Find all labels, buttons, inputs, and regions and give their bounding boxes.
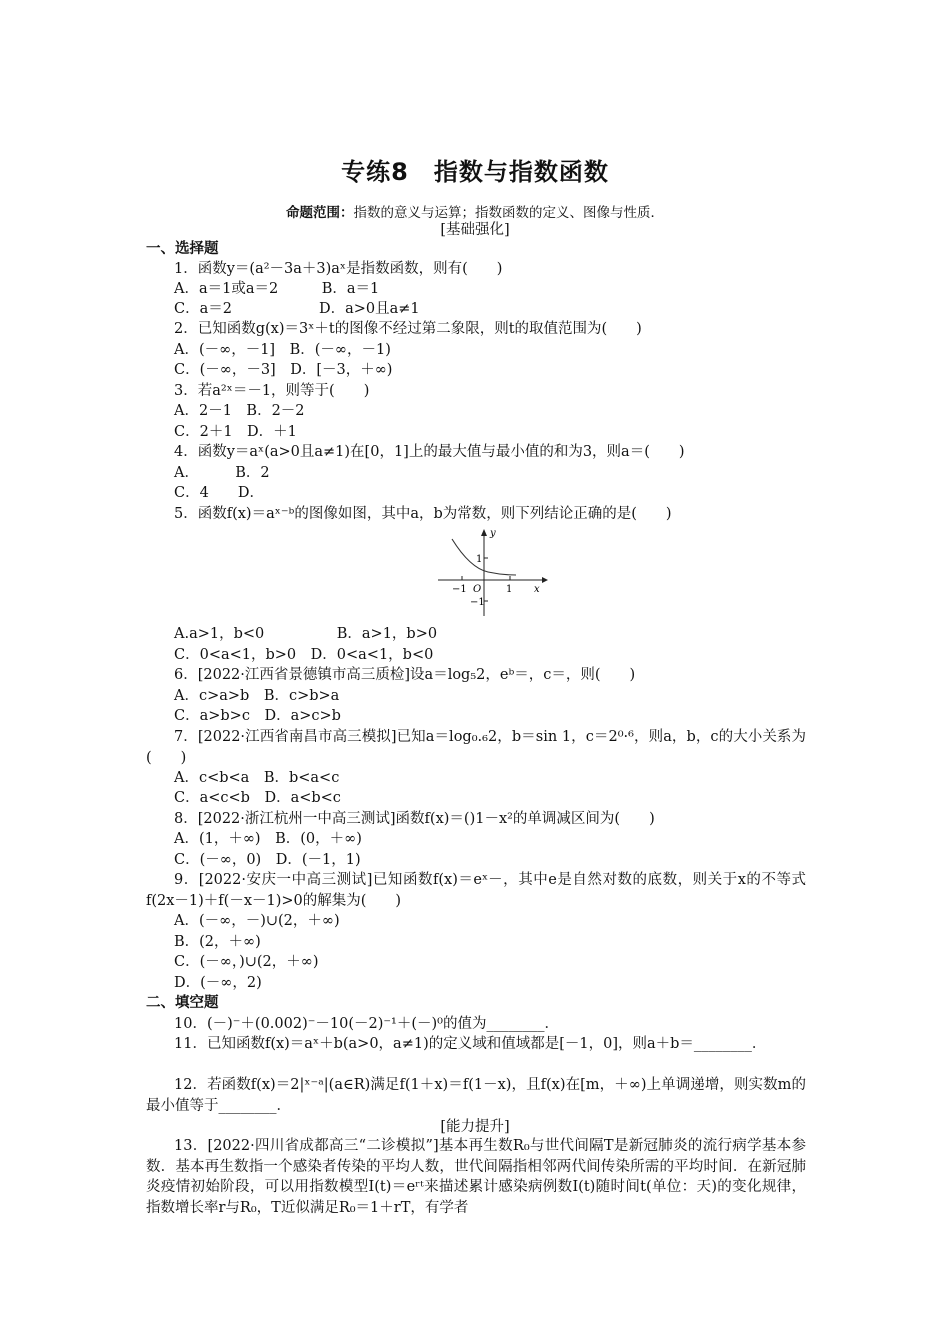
q1-cd: C．a＝2 D．a>0且a≠1 <box>174 301 420 317</box>
q8: 8．[2022·浙江杭州一中高三测试]函数f(x)＝()1－x²的单调减区间为( ) <box>174 811 655 827</box>
function-graph <box>430 524 550 620</box>
q7: 7．[2022·江西省南昌市高三模拟]已知a＝log₀.₆2，b＝sin 1，c＝2⁰·⁶，则a，b，c的大小关系为( ) <box>146 729 806 766</box>
q9-b: B．(2，＋∞) <box>174 934 261 950</box>
q9: 9．[2022·安庆一中高三测试]已知函数f(x)＝eˣ－，其中e是自然对数的底数，则关于x的不等式f(2x－1)＋f(－x－1)>0的解集为( ) <box>146 872 806 909</box>
x-axis-arrow <box>542 577 548 583</box>
q8-cd: C．(－∞，0) D．(－1，1) <box>174 852 361 868</box>
q1: 1．函数y＝(a²－3a＋3)aˣ是指数函数，则有( ) <box>174 261 503 277</box>
page-title: 专练8 指数与指数函数 <box>341 158 609 186</box>
q5-ab: A.a>1，b<0 B．a>1，b>0 <box>174 626 438 642</box>
q11: 11．已知函数f(x)＝aˣ＋b(a>0，a≠1)的定义域和值域都是[－1，0]，则a＋b＝________． <box>174 1036 767 1052</box>
q3: 3．若a²ˣ＝－1，则等于( ) <box>174 383 370 399</box>
label-yneg1: −1 <box>470 597 485 608</box>
label-x1: 1 <box>506 584 513 595</box>
q4: 4．函数y＝aˣ(a>0且a≠1)在[0，1]上的最大值与最小值的和为3，则a＝( ) <box>174 444 685 460</box>
label-xneg1: −1 <box>452 584 467 595</box>
q3-cd: C．2＋1 D．＋1 <box>174 424 297 440</box>
q5: 5．函数f(x)＝aˣ⁻ᵇ的图像如图，其中a，b为常数，则下列结论正确的是( ) <box>174 506 672 522</box>
q2-ab: A．(－∞，－1] B．(－∞，－1) <box>174 342 391 358</box>
scope-text: 指数的意义与运算；指数函数的定义、图像与性质． <box>353 205 664 221</box>
q2-cd: C．(－∞，－3] D．[－3，＋∞) <box>174 362 393 378</box>
q8-ab: A．(1，＋∞) B．(0，＋∞) <box>174 831 362 847</box>
label-y: y <box>490 528 496 539</box>
q12: 12．若函数f(x)＝2|ˣ⁻ᵃ|(a∈R)满足f(1＋x)＝f(1－x)，且f(x)在[m，＋∞)上单调递增，则实数m的最小值等于________． <box>146 1077 806 1114</box>
q13: 13．[2022·四川省成都高三“二诊模拟”]基本再生数R₀与世代间隔T是新冠肺炎的流行病学基本参数．基本再生数指一个感染者传染的平均人数，世代间隔指相邻两代间传染所需的平均时间．在新冠肺炎疫情初始阶段，可以用指数模型I(t)＝eʳᵗ来描述累计感染病例数I(t)随时间t(单位：天)的变化规律，指数增长率r与R₀，T近似满足R₀＝1＋rT，有学者 <box>146 1138 806 1216</box>
label-x: x <box>534 584 540 595</box>
q7-cd: C．a<c<b D．a<b<c <box>174 790 341 806</box>
section-basic: [基础强化] <box>440 222 510 238</box>
q5-cd: C．0<a<1，b>0 D．0<a<1，b<0 <box>174 647 434 663</box>
q6-cd: C．a>b>c D．a>c>b <box>174 708 341 724</box>
q4-cd: C．4 D． <box>174 485 264 501</box>
label-y1: 1 <box>476 554 483 565</box>
q9-d: D．(－∞，2) <box>174 975 262 991</box>
q9-c: C．(－∞，)∪(2，＋∞) <box>174 954 319 970</box>
y-axis-arrow <box>481 529 487 536</box>
q2: 2．已知函数g(x)＝3ˣ＋t的图像不经过第二象限，则t的取值范围为( ) <box>174 321 642 337</box>
q6-ab: A．c>a>b B．c>b>a <box>174 688 340 704</box>
scope-label: 命题范围： <box>286 205 354 221</box>
heading-choice: 一、选择题 <box>146 241 219 257</box>
q7-ab: A．c<b<a B．b<a<c <box>174 770 340 786</box>
q3-ab: A．2－1 B．2－2 <box>174 403 305 419</box>
q10: 10．(－)⁻＋(0.002)⁻－10(－2)⁻¹＋(－)⁰的值为________． <box>174 1016 559 1032</box>
q1-ab: A．a＝1或a＝2 B．a＝1 <box>174 281 380 297</box>
q9-a: A．(－∞，－)∪(2，＋∞) <box>174 913 340 929</box>
heading-fill: 二、填空题 <box>146 995 219 1011</box>
q6: 6．[2022·江西省景德镇市高三质检]设a＝log₅2，eᵇ＝，c＝，则( ) <box>174 667 636 683</box>
section-advanced: [能力提升] <box>440 1119 510 1135</box>
q4-ab: A． B．2 <box>174 465 270 481</box>
label-origin: O <box>473 584 482 595</box>
